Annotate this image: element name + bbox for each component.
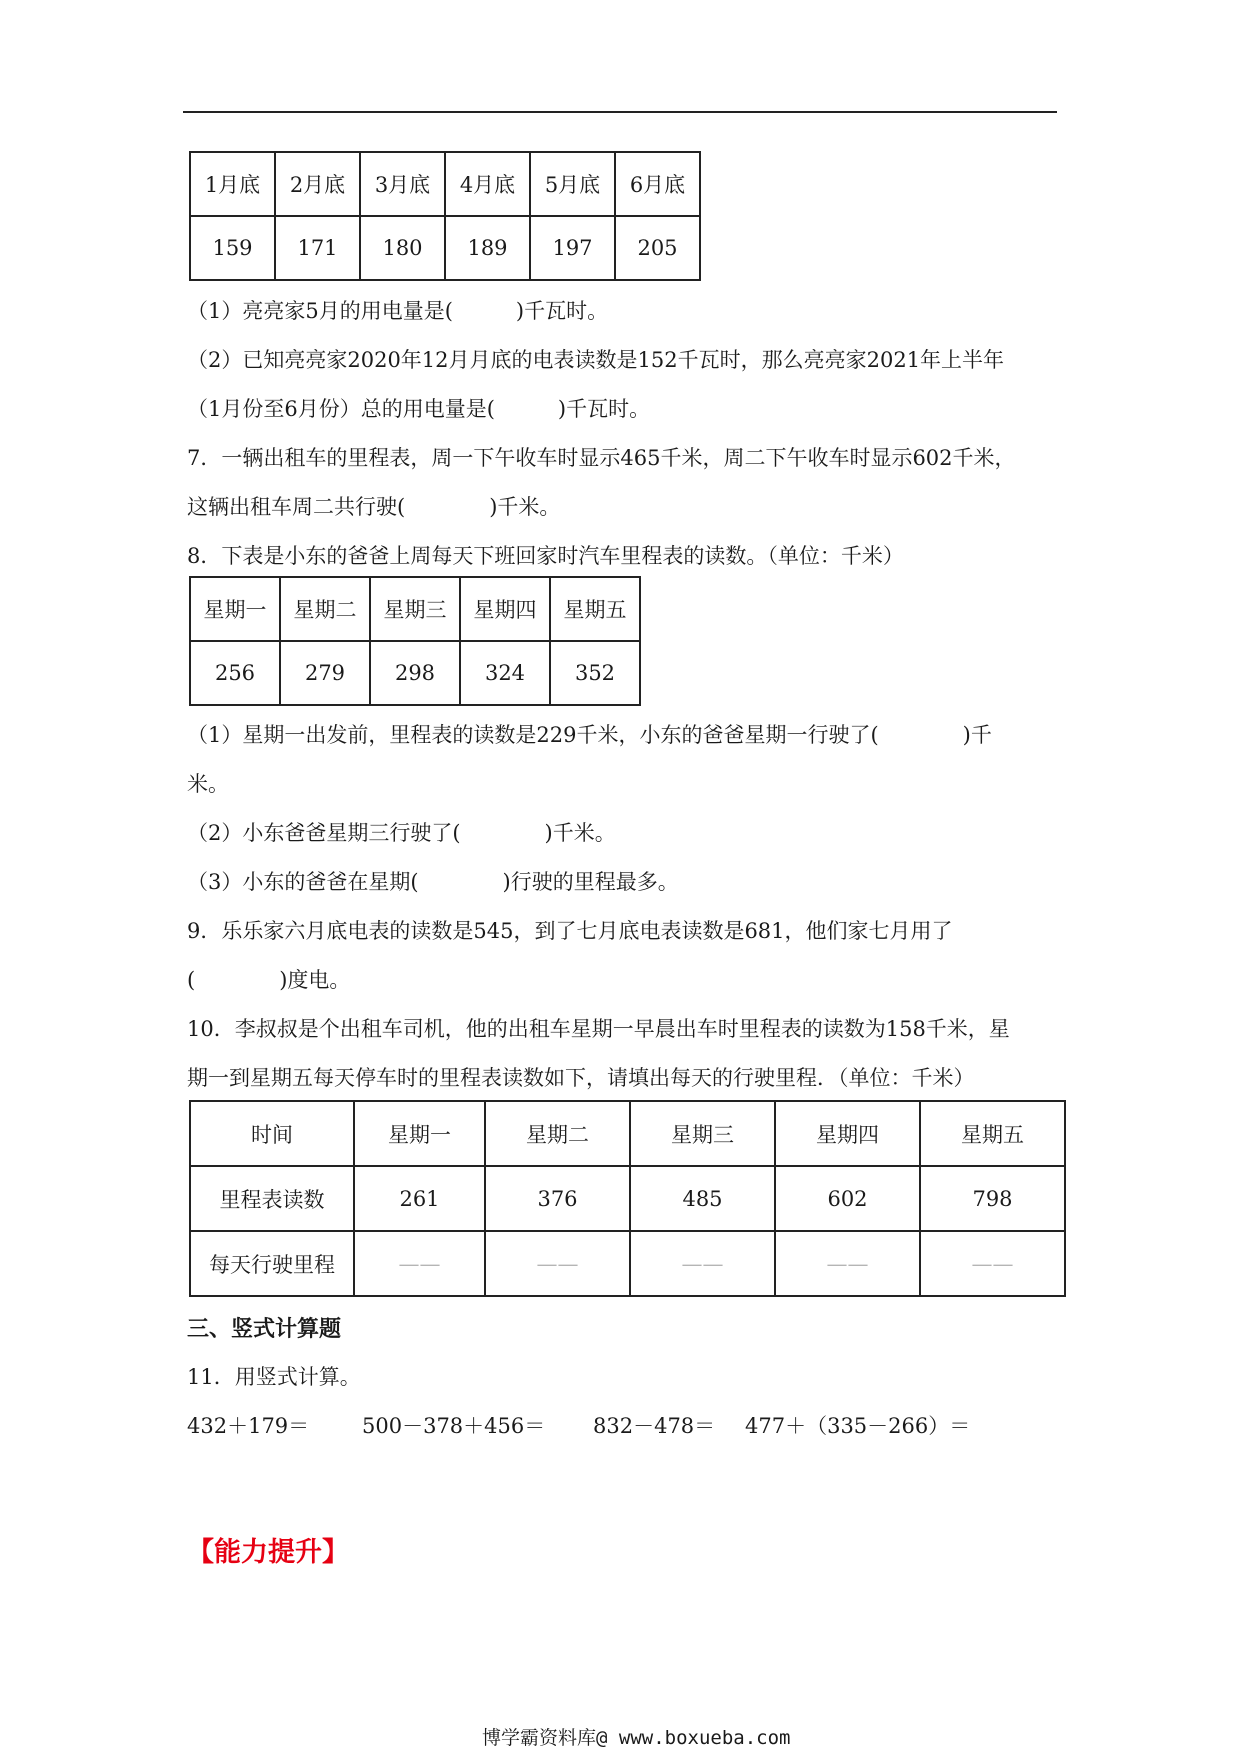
table1-value-cell: 171 — [275, 216, 360, 280]
question-9-line1: 9．乐乐家六月底电表的读数是545，到了七月底电表读数是681，他们家七月用了 — [187, 919, 953, 943]
table3-blank-cell: —— — [354, 1231, 485, 1296]
table1-header-cell: 5月底 — [530, 152, 615, 216]
question-7-line2: 这辆出租车周二共行驶( )千米。 — [187, 495, 561, 519]
question-8-1-line1: （1）星期一出发前，里程表的读数是229千米，小东的爸爸星期一行驶了( )千 — [187, 723, 992, 747]
table1-value-cell: 189 — [445, 216, 530, 280]
table1-value-cell: 205 — [615, 216, 700, 280]
question-11: 11．用竖式计算。 — [187, 1365, 361, 1389]
table2-header-cell: 星期三 — [370, 577, 460, 641]
table3-header-cell: 星期四 — [775, 1101, 920, 1166]
table3-value-cell: 798 — [920, 1166, 1065, 1231]
question-10-line1: 10．李叔叔是个出租车司机，他的出租车星期一早晨出车时里程表的读数为158千米，星 — [187, 1017, 1010, 1041]
ability-heading: 【能力提升】 — [187, 1537, 349, 1568]
table3-row-label: 里程表读数 — [190, 1166, 354, 1231]
table1-header-cell: 1月底 — [190, 152, 275, 216]
question-8-3: （3）小东的爸爸在星期( )行驶的里程最多。 — [187, 870, 679, 894]
table3-value-cell: 485 — [630, 1166, 775, 1231]
table2-value-cell: 324 — [460, 641, 550, 705]
table3-blank-cell: —— — [630, 1231, 775, 1296]
table3-blank-cell: —— — [485, 1231, 630, 1296]
question-7-line1: 7．一辆出租车的里程表，周一下午收车时显示465千米，周二下午收车时显示602千米， — [187, 446, 1016, 470]
table2-header-cell: 星期一 — [190, 577, 280, 641]
question-9-line2: ( )度电。 — [187, 968, 351, 992]
table2-header-cell: 星期二 — [280, 577, 370, 641]
question-10-line2: 期一到星期五每天停车时的里程表读数如下，请填出每天的行驶里程．（单位：千米） — [187, 1066, 975, 1090]
section-heading: 三、竖式计算题 — [187, 1317, 342, 1342]
table2-value-cell: 256 — [190, 641, 280, 705]
table3-header-cell: 星期一 — [354, 1101, 485, 1166]
table1-value-cell: 180 — [360, 216, 445, 280]
table3-value-cell: 376 — [485, 1166, 630, 1231]
calc-expression: 832－478＝ — [593, 1414, 716, 1438]
header-rule — [183, 111, 1057, 113]
table2-value-cell: 298 — [370, 641, 460, 705]
question-6-2-line1: （2）已知亮亮家2020年12月月底的电表读数是152千瓦时，那么亮亮家2021年上半年 — [187, 348, 1005, 372]
calc-expression: 432＋179＝ — [187, 1414, 310, 1438]
table2-value-cell: 352 — [550, 641, 640, 705]
mileage-table — [189, 576, 641, 706]
table3-blank-cell: —— — [920, 1231, 1065, 1296]
table1-header-cell: 6月底 — [615, 152, 700, 216]
table1-value-cell: 159 — [190, 216, 275, 280]
daily-mileage-table — [189, 1100, 1066, 1297]
table1-header-cell: 3月底 — [360, 152, 445, 216]
question-6-2-line2: （1月份至6月份）总的用电量是( )千瓦时。 — [187, 397, 651, 421]
table2-header-cell: 星期五 — [550, 577, 640, 641]
question-8-2: （2）小东爸爸星期三行驶了( )千米。 — [187, 821, 616, 845]
table2-value-cell: 279 — [280, 641, 370, 705]
table3-value-cell: 261 — [354, 1166, 485, 1231]
calc-expression: 500－378＋456＝ — [362, 1414, 546, 1438]
table2-header-cell: 星期四 — [460, 577, 550, 641]
question-8: 8．下表是小东的爸爸上周每天下班回家时汽车里程表的读数。（单位：千米） — [187, 544, 904, 568]
table3-header-cell: 星期二 — [485, 1101, 630, 1166]
table3-row-label: 每天行驶里程 — [190, 1231, 354, 1296]
table1-header-cell: 4月底 — [445, 152, 530, 216]
table3-header-cell: 星期五 — [920, 1101, 1065, 1166]
table3-value-cell: 602 — [775, 1166, 920, 1231]
electricity-table — [189, 151, 701, 281]
table1-header-cell: 2月底 — [275, 152, 360, 216]
question-8-1-line2: 米。 — [187, 772, 229, 796]
table3-header-cell: 星期三 — [630, 1101, 775, 1166]
table3-header-cell: 时间 — [190, 1101, 354, 1166]
question-6-1: （1）亮亮家5月的用电量是( )千瓦时。 — [187, 299, 609, 323]
table3-blank-cell: —— — [775, 1231, 920, 1296]
calc-expression: 477＋（335－266）＝ — [745, 1414, 971, 1438]
table1-value-cell: 197 — [530, 216, 615, 280]
footer-watermark: 博学霸资料库@ www.boxueba.com — [482, 1727, 791, 1749]
